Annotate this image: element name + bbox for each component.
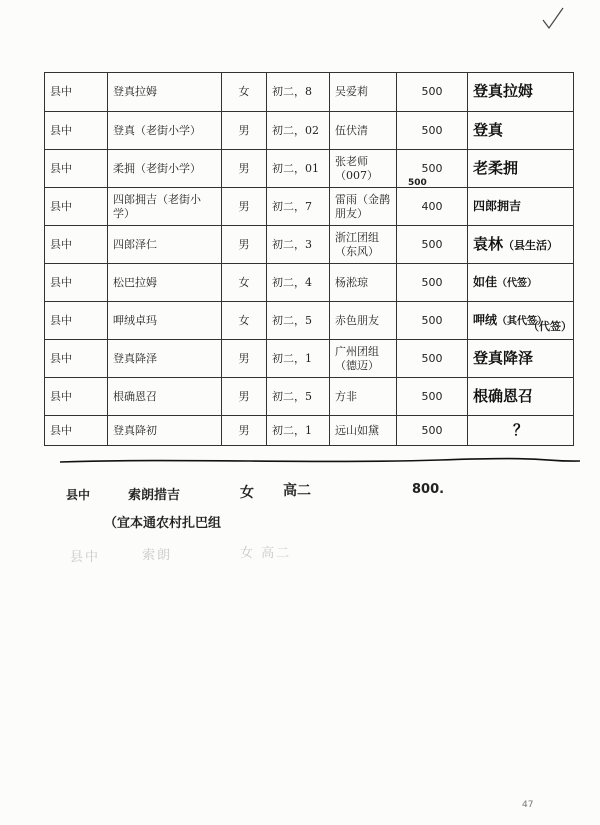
amount-cell: 500 bbox=[397, 264, 468, 302]
signature-cell bbox=[468, 264, 574, 302]
signature-cell bbox=[468, 378, 574, 416]
faded-bleed-text: 索朗 bbox=[142, 548, 173, 563]
sex-cell: 女 bbox=[222, 73, 267, 112]
student-name-cell: 柔拥（老街小学） bbox=[108, 150, 222, 188]
amount-cell: 500 bbox=[397, 302, 468, 340]
amount-cell: 400 bbox=[397, 188, 468, 226]
table-row bbox=[45, 378, 574, 416]
student-name-cell: 松巴拉姆 bbox=[108, 264, 222, 302]
sex-cell: 女 bbox=[222, 264, 267, 302]
signature-cell bbox=[468, 112, 574, 150]
grade-cell: 初二，7 bbox=[267, 188, 330, 226]
grade-cell: 初二，1 bbox=[267, 340, 330, 378]
student-name-cell: 四郎拥吉（老街小学） bbox=[108, 188, 222, 226]
grade-cell: 初二，4 bbox=[267, 264, 330, 302]
table-row bbox=[45, 188, 574, 226]
handwritten-note: （其代签） bbox=[497, 315, 548, 327]
handwritten-signature: 老柔拥 bbox=[473, 158, 519, 177]
amount-cell: 500 bbox=[397, 112, 468, 150]
sex-cell: 男 bbox=[222, 188, 267, 226]
school-cell: 县中 bbox=[45, 378, 108, 416]
student-name-cell: 登真（老街小学） bbox=[108, 112, 222, 150]
school-cell: 县中 bbox=[45, 112, 108, 150]
handwritten-extra-school: 县中 bbox=[66, 488, 91, 502]
sex-cell: 男 bbox=[222, 416, 267, 446]
table-row bbox=[45, 226, 574, 264]
amount-cell: 500 bbox=[397, 340, 468, 378]
school-cell: 县中 bbox=[45, 416, 108, 446]
grade-cell: 初二，01 bbox=[267, 150, 330, 188]
sex-cell: 男 bbox=[222, 378, 267, 416]
sex-cell: 男 bbox=[222, 112, 267, 150]
donor-cell: 方非 bbox=[330, 378, 397, 416]
donor-cell: 吴爱莉 bbox=[330, 73, 397, 112]
handwritten-signature: 四郎拥吉 bbox=[473, 199, 522, 213]
handwritten-signature: 根确恩召 bbox=[473, 386, 534, 405]
scholarship-roster-table bbox=[44, 72, 574, 446]
school-cell: 县中 bbox=[45, 188, 108, 226]
handwritten-extra-name: 索朗措吉 bbox=[128, 488, 181, 503]
student-name-cell: 呷绒卓玛 bbox=[108, 302, 222, 340]
donor-cell: 赤色朋友 bbox=[330, 302, 397, 340]
handwritten-signature: 袁林 bbox=[473, 234, 504, 253]
handwritten-extra-group: （宜本通农村扎巴组 bbox=[104, 516, 222, 531]
donor-cell: 远山如黛 bbox=[330, 416, 397, 446]
table-row bbox=[45, 73, 574, 112]
grade-cell: 初二，5 bbox=[267, 378, 330, 416]
handwritten-signature: 如佳 bbox=[473, 274, 498, 289]
handwritten-note: （代签） bbox=[497, 277, 538, 289]
grade-cell: 初二，02 bbox=[267, 112, 330, 150]
table-row bbox=[45, 340, 574, 378]
student-name-cell: 根确恩召 bbox=[108, 378, 222, 416]
school-cell: 县中 bbox=[45, 340, 108, 378]
amount-cell: 500 bbox=[397, 378, 468, 416]
strikethrough-line bbox=[60, 456, 580, 466]
handwritten-extra-amount: 800. bbox=[412, 482, 445, 497]
school-cell: 县中 bbox=[45, 150, 108, 188]
sex-cell: 男 bbox=[222, 150, 267, 188]
student-name-cell: 四郎泽仁 bbox=[108, 226, 222, 264]
faded-bleed-text: 县中 bbox=[70, 550, 101, 565]
student-name-cell: 登真拉姆 bbox=[108, 73, 222, 112]
grade-cell: 初二，3 bbox=[267, 226, 330, 264]
signature-cell bbox=[468, 340, 574, 378]
table-row bbox=[45, 150, 574, 188]
handwritten-signature: 登真 bbox=[473, 120, 504, 139]
signature-cell bbox=[468, 416, 574, 446]
sex-cell: 女 bbox=[222, 302, 267, 340]
signature-cell bbox=[468, 73, 574, 112]
school-cell: 县中 bbox=[45, 226, 108, 264]
faded-bleed-text: 女 高二 bbox=[240, 546, 292, 561]
signature-cell bbox=[468, 150, 574, 188]
student-name-cell: 登真降泽 bbox=[108, 340, 222, 378]
amount-cell: 500 bbox=[397, 73, 468, 112]
school-cell: 县中 bbox=[45, 73, 108, 112]
donor-cell: 伍伏清 bbox=[330, 112, 397, 150]
school-cell: 县中 bbox=[45, 264, 108, 302]
table-row-struck bbox=[45, 416, 574, 446]
handwritten-note: （县生活） bbox=[503, 238, 559, 252]
sex-cell: 男 bbox=[222, 226, 267, 264]
donor-cell: 浙江团组（东风） bbox=[330, 226, 397, 264]
page-number: 47 bbox=[522, 800, 534, 810]
grade-cell: 初二，8 bbox=[267, 73, 330, 112]
handwritten-note: （代签） bbox=[528, 320, 572, 333]
checkmark-icon bbox=[540, 6, 566, 32]
donor-cell: 广州团组（德迈） bbox=[330, 340, 397, 378]
school-cell: 县中 bbox=[45, 302, 108, 340]
donor-cell: 雷雨（金鹊朋友） bbox=[330, 188, 397, 226]
donor-cell: 张老师（007） bbox=[330, 150, 397, 188]
amount-cell: 500 bbox=[397, 226, 468, 264]
handwritten-signature: 登真拉姆 bbox=[473, 82, 534, 100]
table-row bbox=[45, 264, 574, 302]
student-name-cell: 登真降初 bbox=[108, 416, 222, 446]
handwritten-extra-grade: 高二 bbox=[283, 483, 311, 499]
signature-cell bbox=[468, 188, 574, 226]
grade-cell: 初二，5 bbox=[267, 302, 330, 340]
table-row bbox=[45, 302, 574, 340]
donor-cell: 杨淞琼 bbox=[330, 264, 397, 302]
sex-cell: 男 bbox=[222, 340, 267, 378]
signature-cell bbox=[468, 226, 574, 264]
handwritten-signature: 登真降泽 bbox=[473, 348, 534, 367]
handwritten-extra-sex: 女 bbox=[240, 485, 254, 501]
handwritten-amount-note: 500 bbox=[408, 178, 427, 188]
handwritten-question-mark: ？ bbox=[513, 420, 529, 439]
amount-cell: 500 bbox=[397, 150, 468, 188]
handwritten-signature: 呷绒 bbox=[473, 312, 498, 327]
amount-cell: 500 bbox=[397, 416, 468, 446]
grade-cell: 初二，1 bbox=[267, 416, 330, 446]
table-row bbox=[45, 112, 574, 150]
